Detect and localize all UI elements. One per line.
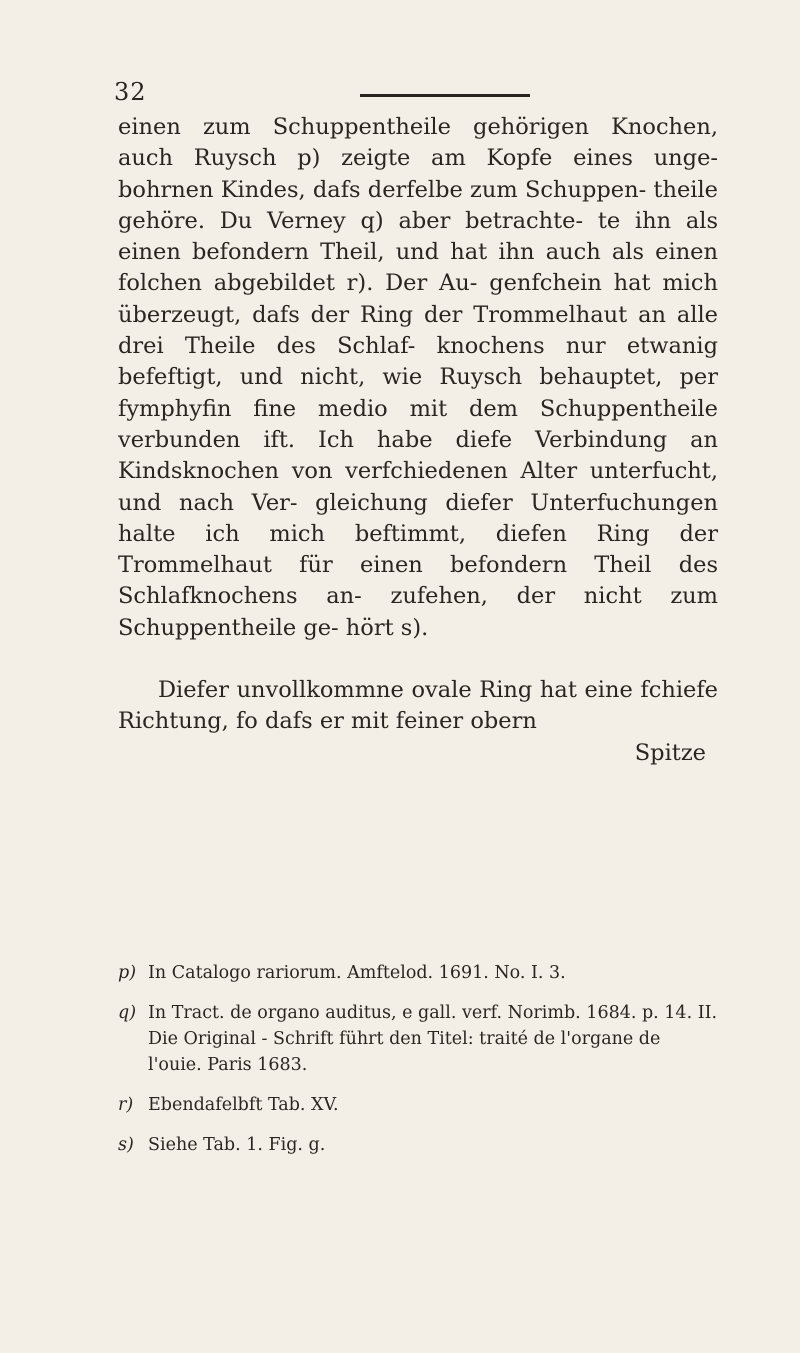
text-line: bohrnen Kindes, dafs derfelbe zum Schuppen-: [118, 176, 647, 203]
footnote-mark: r): [118, 1095, 134, 1115]
footnote-s: [118, 1132, 718, 1158]
footnote-r: [118, 1092, 718, 1118]
paragraph-2: [118, 675, 718, 769]
text-line: auch als einen folchen abgebildet r). Der Au-: [118, 239, 718, 297]
text-line: hört s).: [345, 614, 429, 641]
text-line: knochens nur etwanig befeftigt, und nicht, wie: [118, 333, 718, 391]
footnote-mark: s): [118, 1135, 134, 1155]
footnote-mark: p): [118, 963, 137, 983]
text-line: mit dem Schuppentheile verbunden ift. Ich: [118, 395, 718, 453]
footnote-text: Ebendafelbft Tab. XV.: [148, 1095, 339, 1115]
paragraph-1: [118, 112, 718, 644]
footnote-text: Siehe Tab. 1. Fig. g.: [148, 1135, 326, 1155]
text-line: gleichung diefer Unterfuchungen halte ich mich: [118, 489, 718, 547]
text-line: verfchiedenen Alter unterfucht, und nach Ver-: [118, 458, 718, 516]
footnote-p: [118, 960, 718, 986]
catchword: Spitze: [634, 739, 706, 766]
footnotes: [118, 960, 718, 1172]
main-text: [118, 112, 718, 769]
text-line: Diefer unvollkommne ovale Ring hat eine: [158, 677, 633, 704]
text-line: beftimmt, diefen Ring der Trommelhaut für: [118, 520, 718, 579]
footnote-mark: q): [118, 1003, 137, 1023]
header-rule: [360, 94, 530, 97]
text-line: fchiefe Richtung, fo dafs er mit feiner obern: [118, 677, 718, 735]
text-line: einen zum Schuppentheile gehörigen Knochen,: [118, 114, 718, 140]
footnote-text: In Tract. de organo auditus, e gall. verf. Norimb. 1684. p. 14. II. Die Original - Schrift führt den Titel: traité de l'organe de l'ouie. Paris 1683.: [148, 1003, 718, 1075]
text-line: auch Ruysch p) zeigte am Kopfe eines unge-: [118, 145, 718, 172]
text-line: te ihn als einen befondern Theil, und hat ihn: [118, 207, 718, 266]
text-line: Ruysch behauptet, per fymphyfin fine medio: [118, 364, 718, 422]
footnote-q: [118, 1000, 718, 1078]
text-line: theile gehöre. Du Verney q) aber betrachte-: [118, 176, 718, 234]
text-line: einen befondern Theil des Schlafknochens an-: [118, 552, 718, 610]
page-number: 32: [114, 78, 147, 106]
text-line: der Trommelhaut an alle drei Theile des Schlaf-: [118, 301, 718, 360]
footnote-text: In Catalogo rariorum. Amftelod. 1691. No. I. 3.: [148, 963, 566, 983]
text-line: genfchein hat mich überzeugt, dafs der Ring: [118, 270, 719, 328]
text-line: habe diefe Verbindung an Kindsknochen von: [118, 426, 718, 485]
text-line: zufehen, der nicht zum Schuppentheile ge-: [118, 583, 718, 641]
